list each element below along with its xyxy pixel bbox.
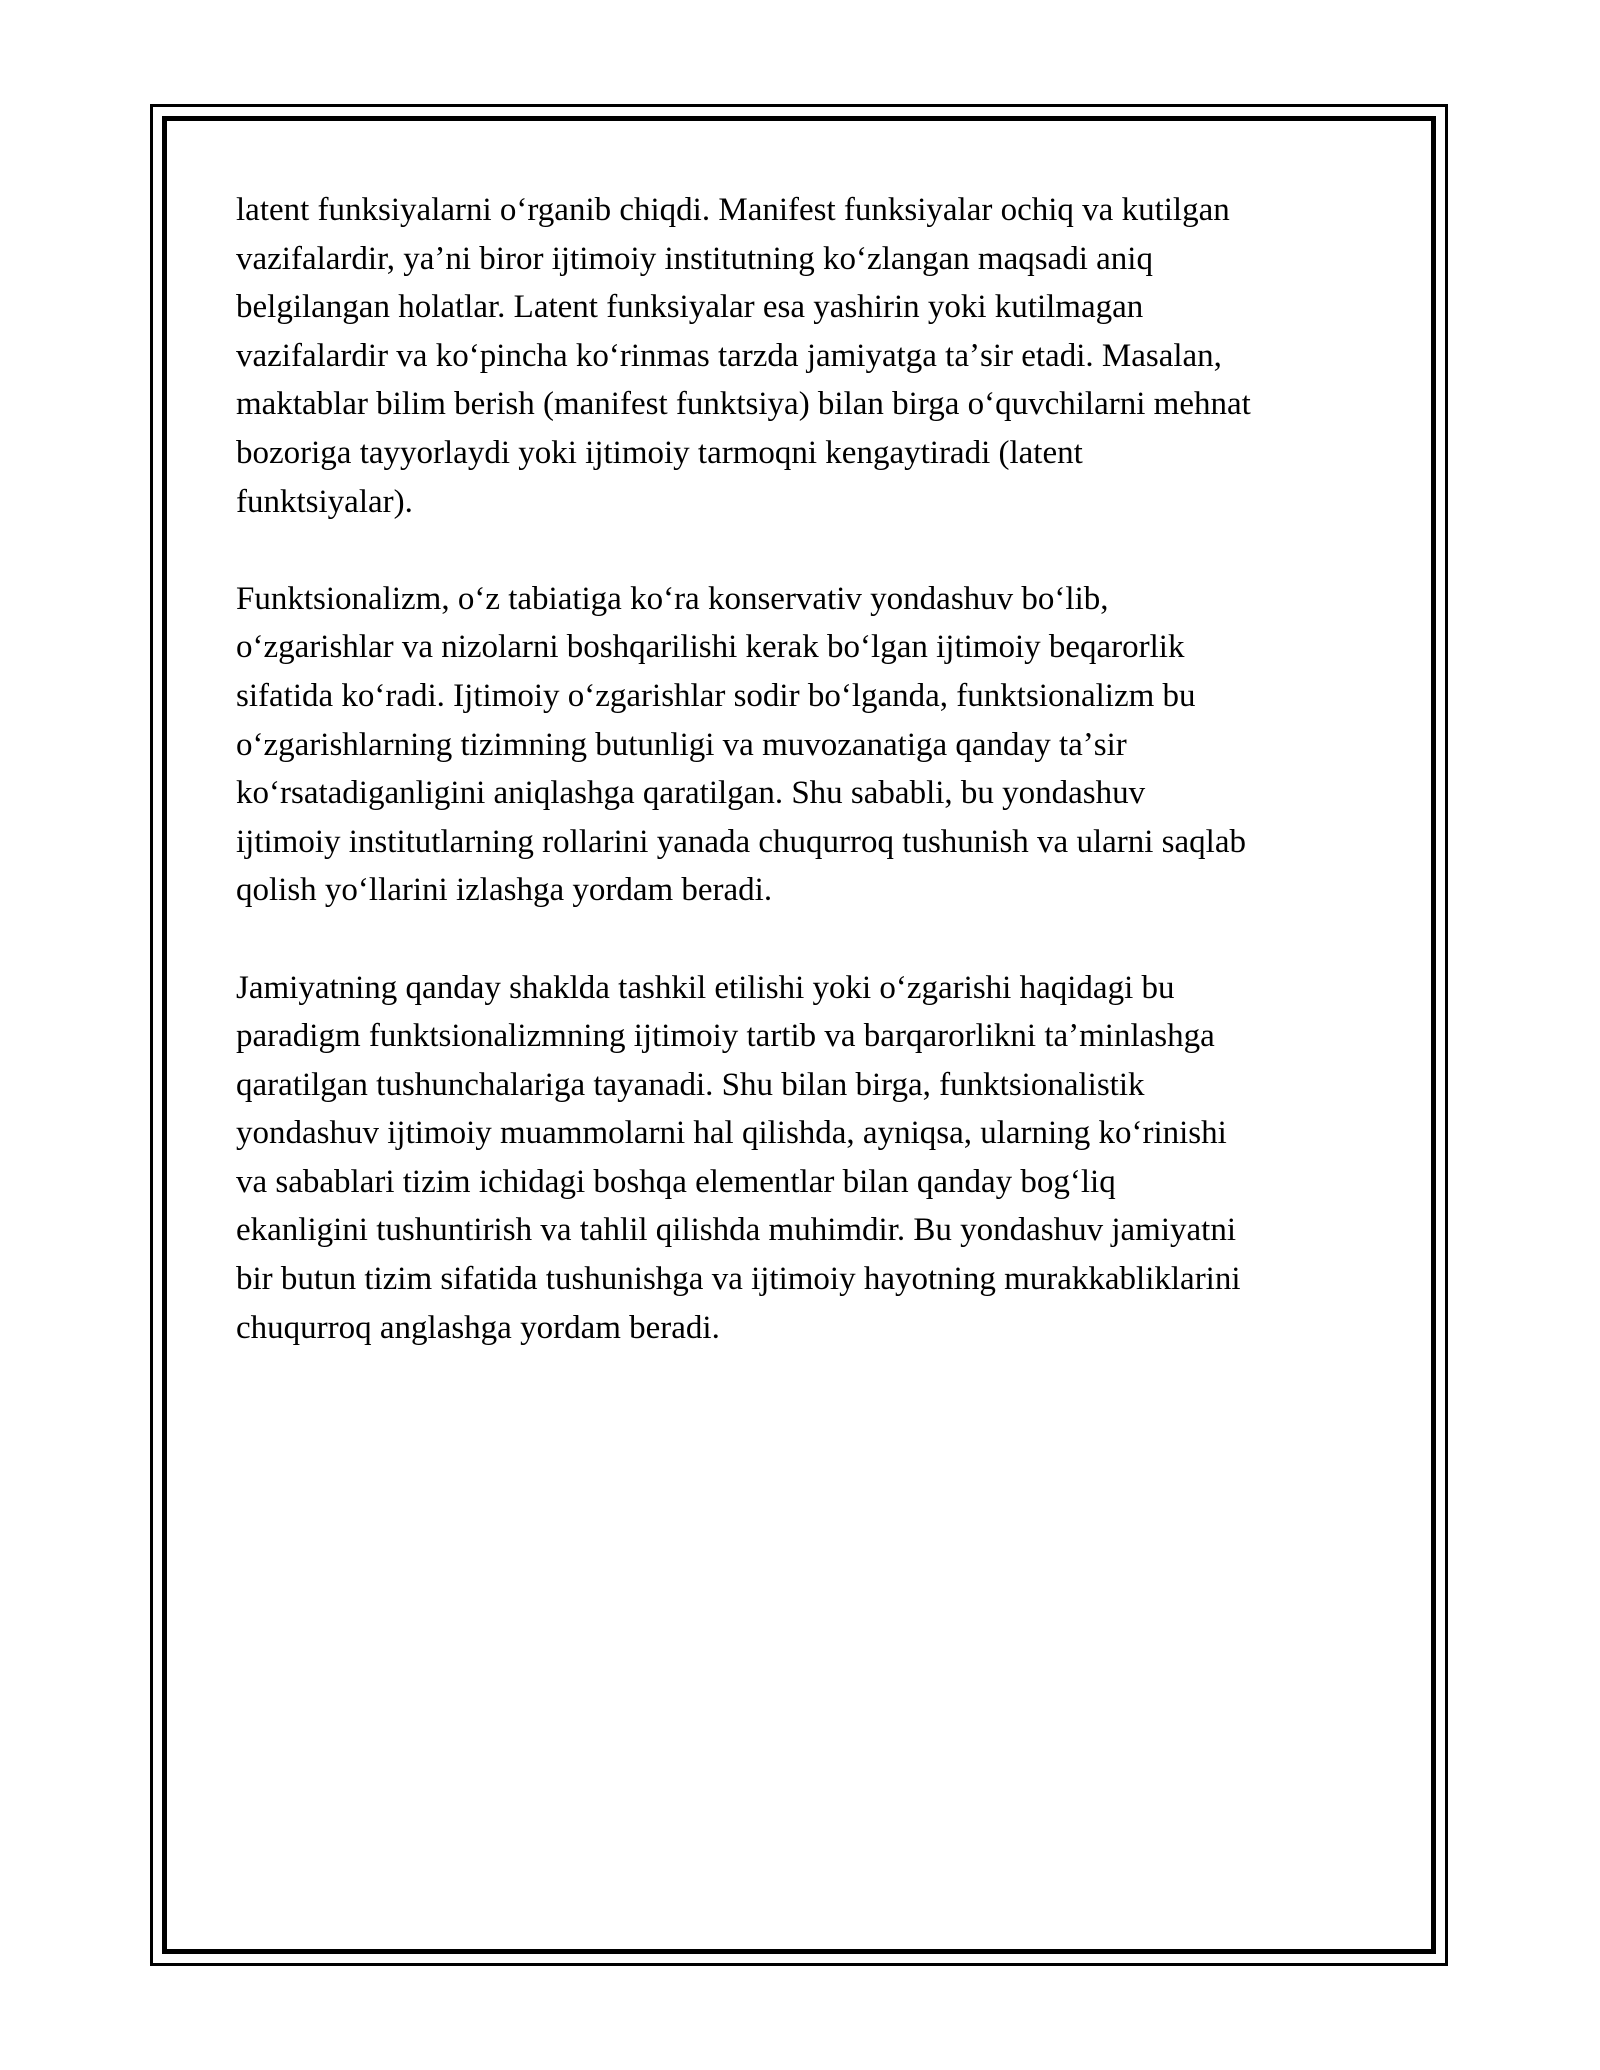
- text-line: paradigm funktsionalizmning ijtimoiy tartib va barqarorlikni taʼminlashga: [236, 1018, 1215, 1055]
- text-line: belgilangan holatlar. Latent funksiyalar esa yashirin yoki kutilmagan: [236, 289, 1144, 326]
- text-line: bir butun tizim sifatida tushunishga va ijtimoiy hayotning murakkabliklarini: [236, 1261, 1241, 1298]
- text-line: oʻzgarishlar va nizolarni boshqarilishi kerak boʻlgan ijtimoiy beqarorlik: [236, 629, 1185, 666]
- text-line: chuqurroq anglashga yordam beradi.: [236, 1309, 720, 1346]
- text-line: bozoriga tayyorlaydi yoki ijtimoiy tarmoqni kengaytiradi (latent: [236, 434, 1083, 471]
- text-line: sifatida koʻradi. Ijtimoiy oʻzgarishlar sodir boʻlganda, funktsionalizm bu: [236, 677, 1196, 714]
- text-line: koʻrsatadiganligini aniqlashga qaratilgan. Shu sababli, bu yondashuv: [236, 775, 1146, 812]
- text-line: ekanligini tushuntirish va tahlil qilishda muhimdir. Bu yondashuv jamiyatni: [236, 1212, 1237, 1249]
- text-line: va sabablari tizim ichidagi boshqa elementlar bilan qanday bogʻliq: [236, 1163, 1116, 1200]
- text-line: Jamiyatning qanday shaklda tashkil etilishi yoki oʻzgarishi haqidagi bu: [236, 969, 1175, 1006]
- text-line: Funktsionalizm, oʻz tabiatiga koʻra konservativ yondashuv boʻlib,: [236, 580, 1109, 617]
- text-line: yondashuv ijtimoiy muammolarni hal qilishda, ayniqsa, ularning koʻrinishi: [236, 1115, 1227, 1152]
- text-line: qaratilgan tushunchalariga tayanadi. Shu bilan birga, funktsionalistik: [236, 1066, 1145, 1103]
- paragraph-3: [236, 964, 1376, 1353]
- text-line: vazifalardir va koʻpincha koʻrinmas tarzda jamiyatga taʼsir etadi. Masalan,: [236, 337, 1222, 374]
- text-line: latent funksiyalarni oʻrganib chiqdi. Manifest funksiyalar ochiq va kutilgan: [236, 192, 1230, 228]
- document-body: [236, 186, 1376, 1401]
- text-line: oʻzgarishlarning tizimning butunligi va muvozanatiga qanday taʼsir: [236, 726, 1127, 763]
- text-line: funktsiyalar).: [236, 483, 413, 520]
- paragraph-2: [236, 575, 1376, 915]
- text-line: qolish yoʻllarini izlashga yordam beradi.: [236, 872, 773, 909]
- paragraph-1: [236, 186, 1376, 526]
- text-line: vazifalardir, yaʼni biror ijtimoiy institutning koʻzlangan maqsadi aniq: [236, 240, 1153, 277]
- text-line: maktablar bilim berish (manifest funktsiya) bilan birga oʻquvchilarni mehnat: [236, 386, 1251, 423]
- text-line: ijtimoiy institutlarning rollarini yanada chuqurroq tushunish va ularni saqlab: [236, 823, 1246, 860]
